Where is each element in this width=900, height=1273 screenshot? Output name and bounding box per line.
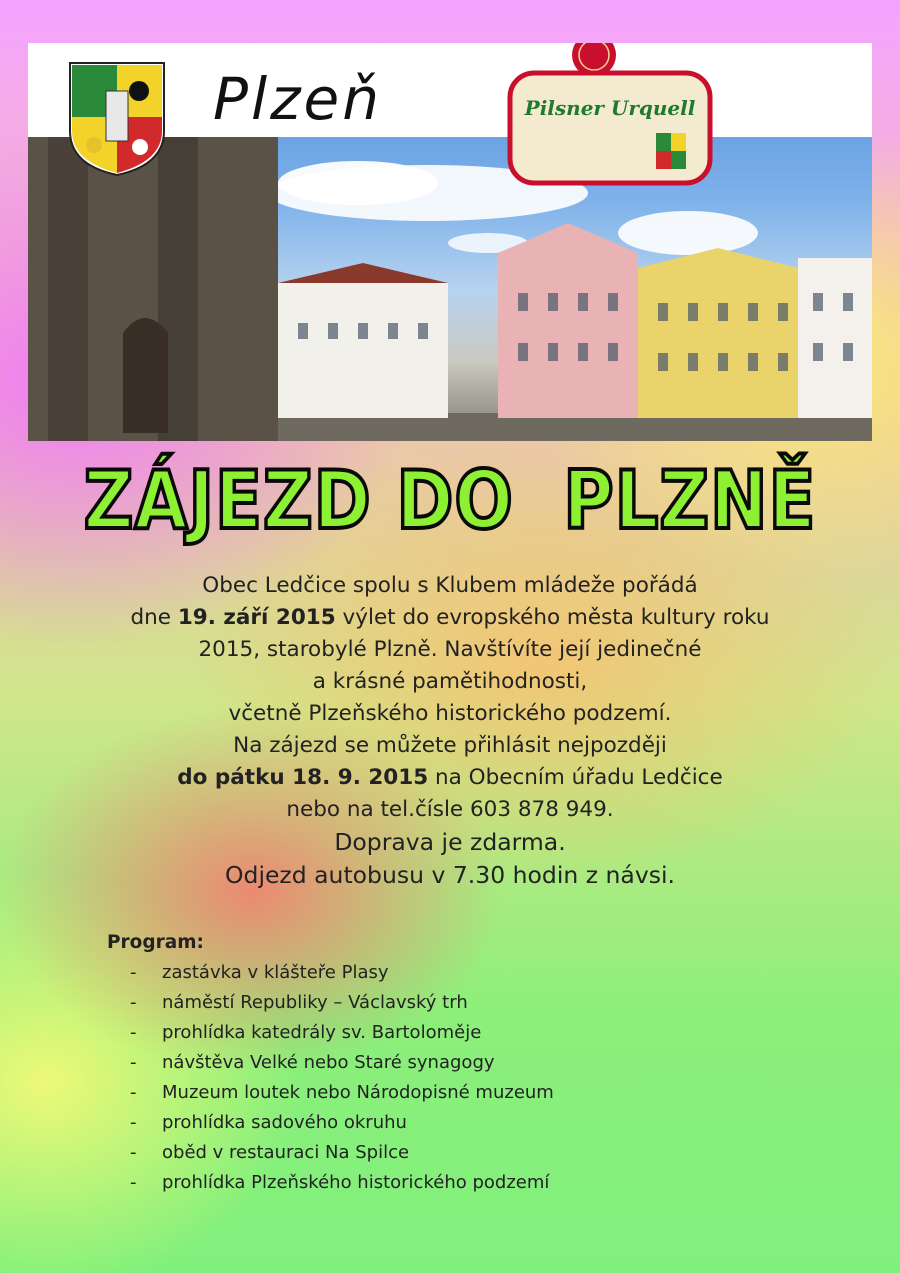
list-item-label: Muzeum loutek nebo Národopisné muzeum: [162, 1082, 554, 1103]
list-item-label: náměstí Republiky – Václavský trh: [162, 992, 468, 1013]
intro-text-span: dne: [130, 605, 178, 630]
bullet-dash: -: [130, 1052, 137, 1073]
program-section: [107, 928, 554, 1198]
bullet-dash: -: [130, 1022, 137, 1043]
brand-wordmark: Pilsner Urquell: [524, 96, 696, 120]
intro-text-span: na Obecním úřadu Ledčice: [428, 765, 723, 790]
registration-deadline: do pátku 18. 9. 2015: [177, 765, 429, 790]
list-item-label: zastávka v klášteře Plasy: [162, 962, 389, 983]
bullet-dash: -: [130, 992, 137, 1013]
intro-line: a krásné pamětihodnosti,: [312, 669, 588, 694]
program-list: [107, 958, 554, 1198]
list-item-label: prohlídka Plzeňského historického podzemí: [162, 1172, 550, 1193]
list-item: [107, 1108, 554, 1138]
list-item-label: prohlídka sadového okruhu: [162, 1112, 407, 1133]
list-item: [107, 1168, 554, 1198]
list-item-label: návštěva Velké nebo Staré synagogy: [162, 1052, 495, 1073]
bullet-dash: -: [130, 962, 137, 983]
list-item: [107, 958, 554, 988]
list-item: [107, 1138, 554, 1168]
bullet-dash: -: [130, 1142, 137, 1163]
headline: ZÁJEZD DO PLZNĚ: [83, 454, 817, 547]
intro-line: včetně Plzeňského historického podzemí.: [228, 701, 672, 726]
departure-note: Odjezd autobusu v 7.30 hodin z návsi.: [225, 861, 675, 889]
brand-logo: [506, 43, 726, 193]
list-item: [107, 1018, 554, 1048]
transport-note: Doprava je zdarma.: [334, 828, 566, 856]
city-name: Plzeň: [213, 65, 382, 133]
list-item: [107, 988, 554, 1018]
list-item-label: oběd v restauraci Na Spilce: [162, 1142, 410, 1163]
program-title: Program:: [107, 932, 204, 953]
intro-text-span: výlet do evropského města kultury roku: [335, 605, 770, 630]
intro-line: 2015, starobylé Plzně. Navštívíte její jedinečné: [198, 637, 702, 662]
bullet-dash: -: [130, 1112, 137, 1133]
coat-of-arms-icon: [68, 61, 166, 177]
intro-line: Na zájezd se můžete přihlásit nejpozději: [233, 733, 667, 758]
list-item-label: prohlídka katedrály sv. Bartoloměje: [162, 1022, 482, 1043]
list-item: [107, 1048, 554, 1078]
intro-line: [0, 602, 900, 634]
intro-line: nebo na tel.čísle 603 878 949.: [286, 797, 614, 822]
trip-date: 19. září 2015: [177, 605, 336, 630]
intro-line: [0, 762, 900, 794]
header-photo: [28, 43, 872, 441]
list-item: [107, 1078, 554, 1108]
bullet-dash: -: [130, 1172, 137, 1193]
intro-text: [0, 570, 900, 892]
bullet-dash: -: [130, 1082, 137, 1103]
intro-line: Obec Ledčice spolu s Klubem mládeže pořádá: [202, 573, 698, 598]
